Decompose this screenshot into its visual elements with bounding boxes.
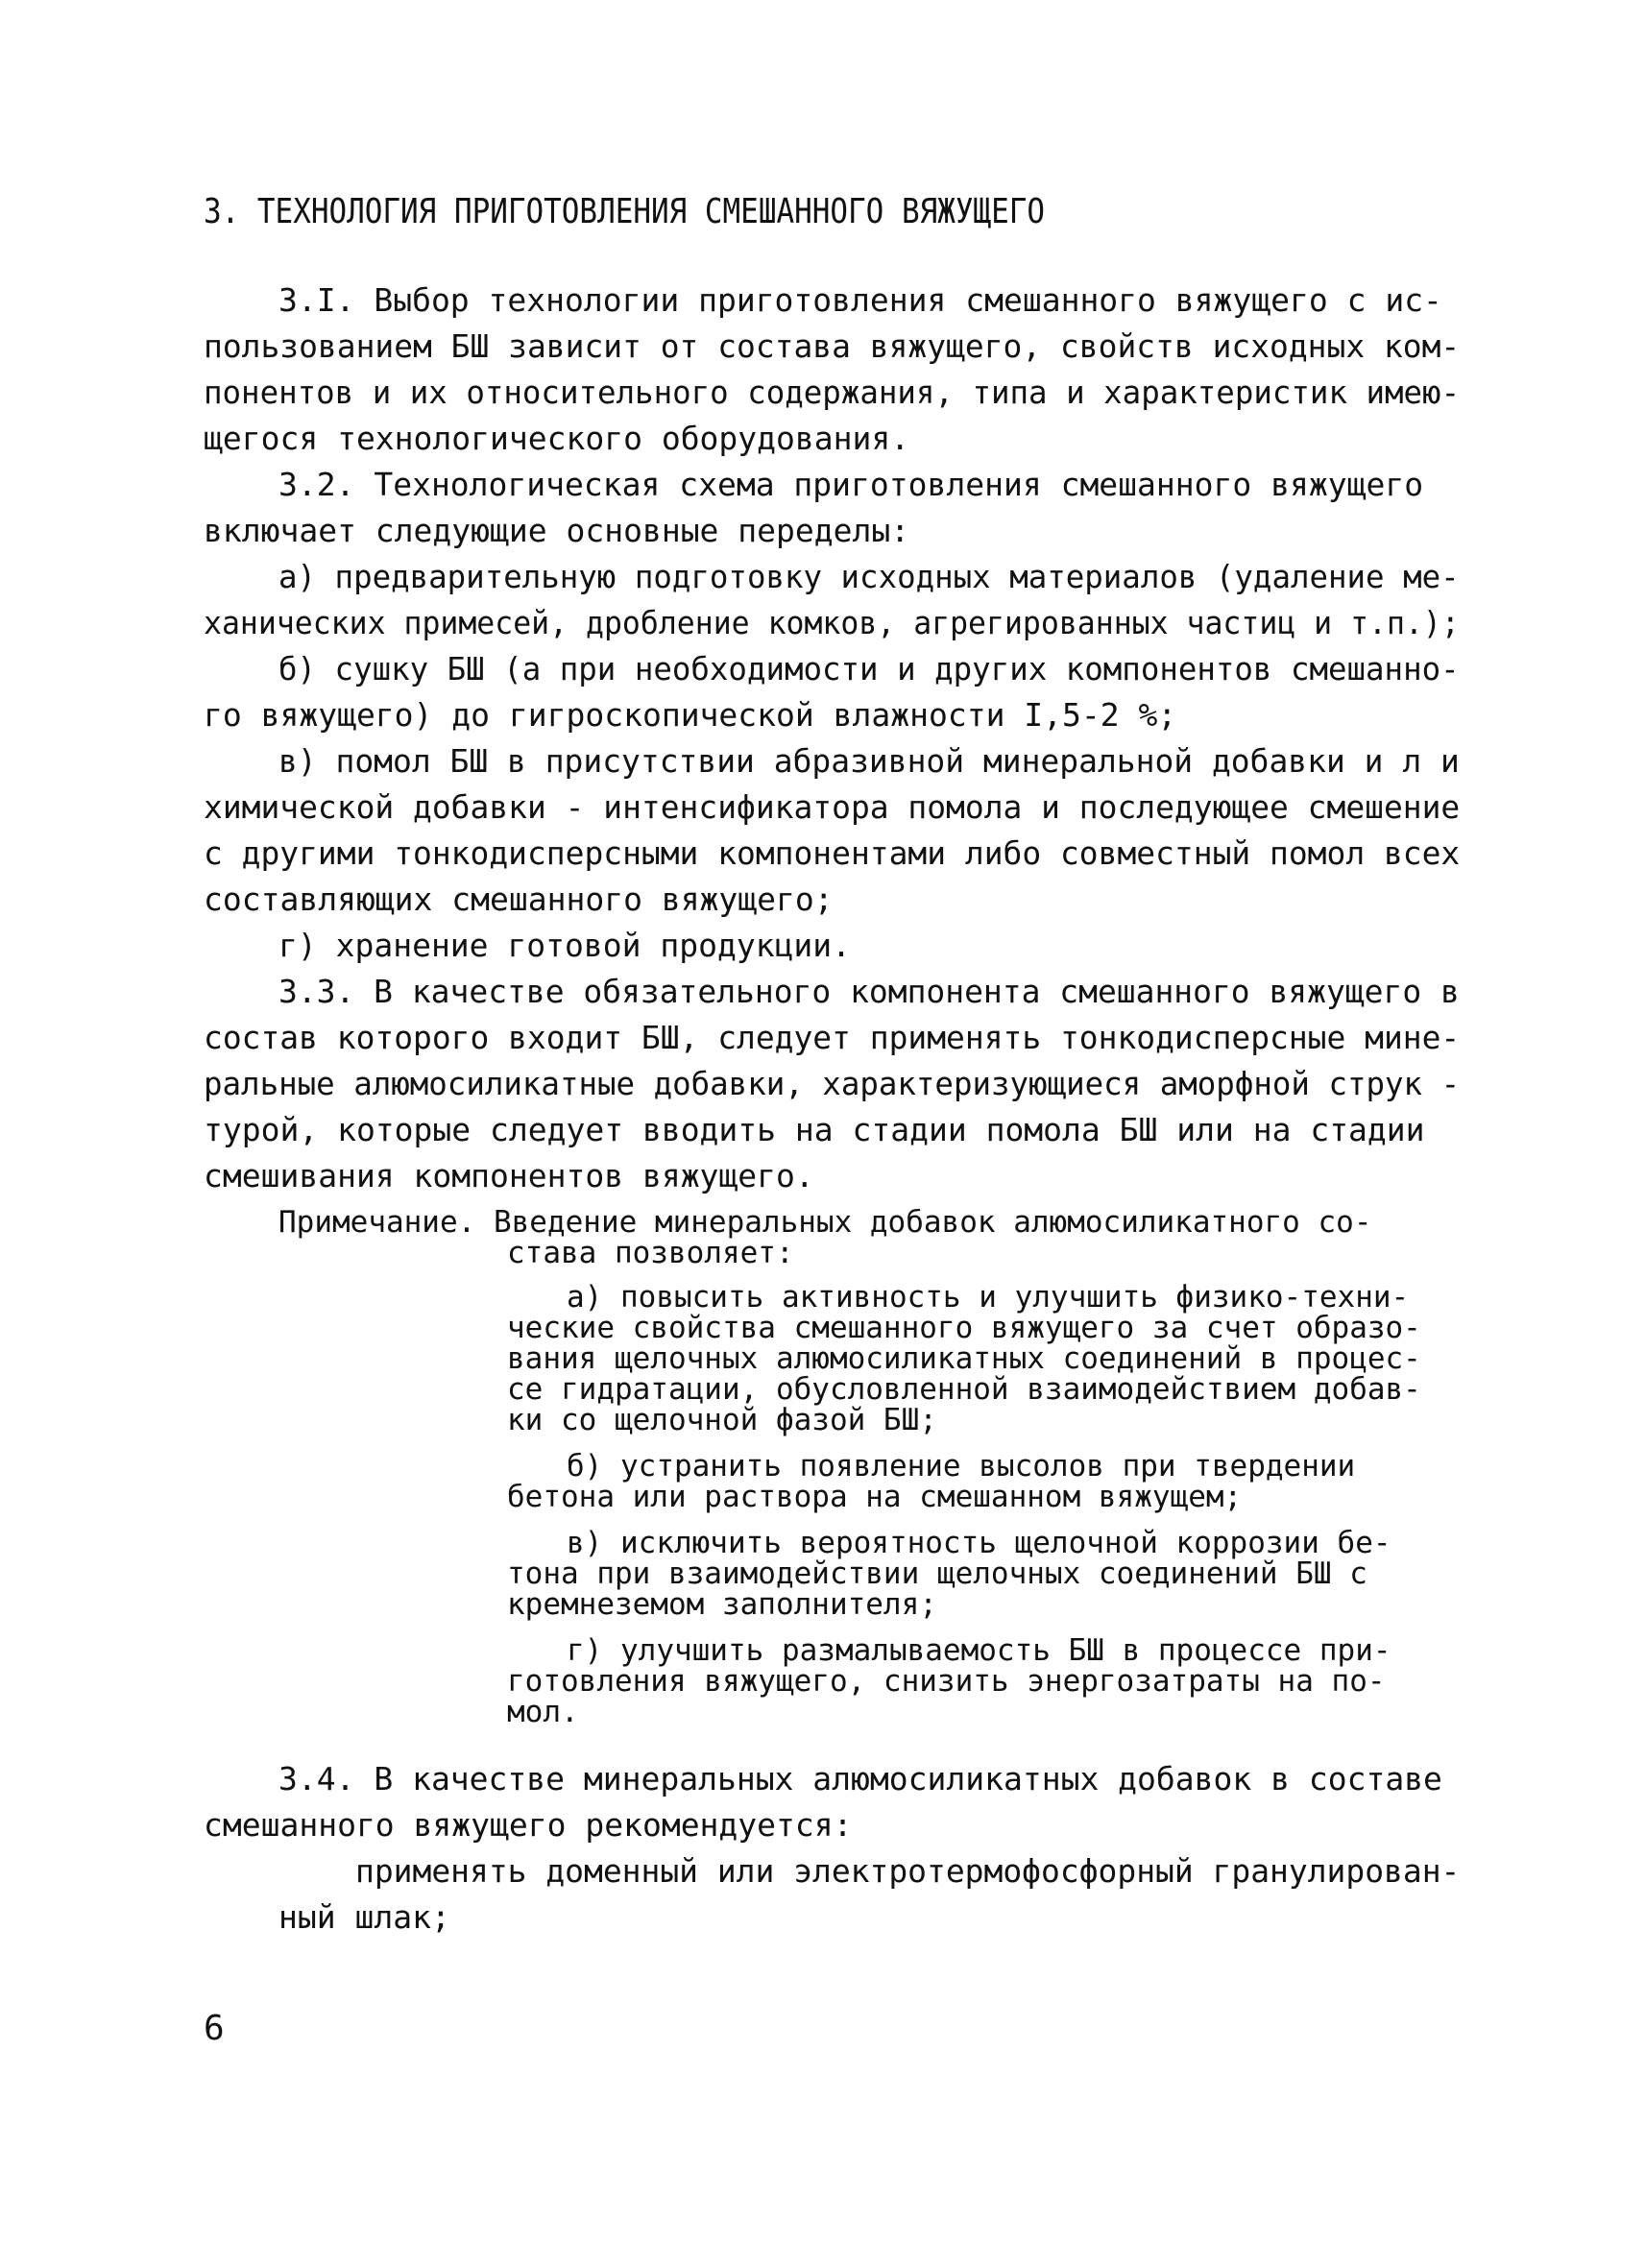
text-line: ральные алюмосиликатные добавки, характеризующиеся аморфной струк - <box>204 1065 1461 1102</box>
page-number: 6 <box>204 2009 225 2048</box>
note-line: ческие свойства смешанного вяжущего за счет образо- <box>507 1311 1421 1345</box>
text-line: щегося технологического оборудования. <box>204 420 910 457</box>
note-label-line: Примечание. Введение минеральных добавок алюмосиликатного со- <box>278 1205 1372 1240</box>
text-line: ный шлак; <box>278 1898 450 1936</box>
text-line: 3.2. Технологическая схема приготовления смешанного вяжущего <box>278 466 1424 503</box>
note-line: готовления вяжущего, снизить энергозатраты на по- <box>507 1664 1386 1699</box>
text-line: составляющих смешанного вяжущего; <box>204 881 834 918</box>
text-line: б) сушку БШ (а при необходимости и других компонентов смешанно- <box>278 650 1460 688</box>
note-line: вания щелочных алюмосиликатных соединений в процес- <box>507 1341 1421 1376</box>
text-line: пользованием БШ зависит от состава вяжущего, свойств исходных ком- <box>204 327 1461 365</box>
text-line: ханических примесей, дробление комков, агрегированных частиц и т.п.); <box>204 604 1460 641</box>
text-line: применять доменный или электротермофосфорный гранулирован- <box>355 1852 1461 1890</box>
note-line: се гидратации, обусловленной взаимодействием добав- <box>507 1372 1421 1407</box>
text-line: с другими тонкодисперсными компонентами либо совместный помол всех <box>204 834 1461 872</box>
text-line: 3.3. В качестве обязательного компонента смешанного вяжущего в <box>278 973 1460 1010</box>
text-line: включает следующие основные переделы: <box>204 512 910 549</box>
note-line: а) повысить активность и улучшить физико-техни- <box>567 1280 1410 1315</box>
text-line: понентов и их относительного содержания, типа и характеристик имею- <box>204 374 1461 411</box>
note-line: ки со щелочной фазой БШ; <box>507 1403 937 1437</box>
text-line: химической добавки - интенсификатора помола и последующее смешение <box>204 788 1461 826</box>
section-heading: 3. ТЕХНОЛОГИЯ ПРИГОТОВЛЕНИЯ СМЕШАННОГО ВЯЖУЩЕГО <box>204 192 1046 231</box>
text-line: 3.I. Выбор технологии приготовления смешанного вяжущего с ис- <box>278 281 1442 319</box>
note-line: тона при взаимодействии щелочных соединений БШ с <box>507 1556 1367 1591</box>
note-line: в) исключить вероятность щелочной коррозии бе- <box>567 1526 1391 1560</box>
text-line: смешанного вяжущего рекомендуется: <box>204 1806 853 1844</box>
note-line: б) устранить появление высолов при твердении <box>567 1449 1356 1484</box>
text-line: г) хранение готовой продукции. <box>278 927 852 964</box>
note-line: г) улучшить размалываемость БШ в процессе при- <box>567 1633 1391 1668</box>
text-line: го вяжущего) до гигроскопической влажности I,5-2 %; <box>204 696 1177 734</box>
note-line: мол. <box>507 1695 579 1729</box>
text-line: а) предварительную подготовку исходных материалов (удаление ме- <box>278 558 1460 595</box>
text-line: 3.4. В качестве минеральных алюмосиликатных добавок в составе <box>278 1760 1442 1798</box>
text-line: состав которого входит БШ, следует применять тонкодисперсные мине- <box>204 1019 1461 1056</box>
text-line: турой, которые следует вводить на стадии помола БШ или на стадии <box>204 1111 1425 1148</box>
text-line: в) помол БШ в присутствии абразивной минеральной добавки и л и <box>278 742 1460 780</box>
note-line: кремнеземом заполнителя; <box>507 1587 937 1622</box>
note-line: става позволяет: <box>507 1236 794 1270</box>
note-line: бетона или раствора на смешанном вяжущем; <box>507 1480 1243 1514</box>
text-line: смешивания компонентов вяжущего. <box>204 1157 814 1194</box>
